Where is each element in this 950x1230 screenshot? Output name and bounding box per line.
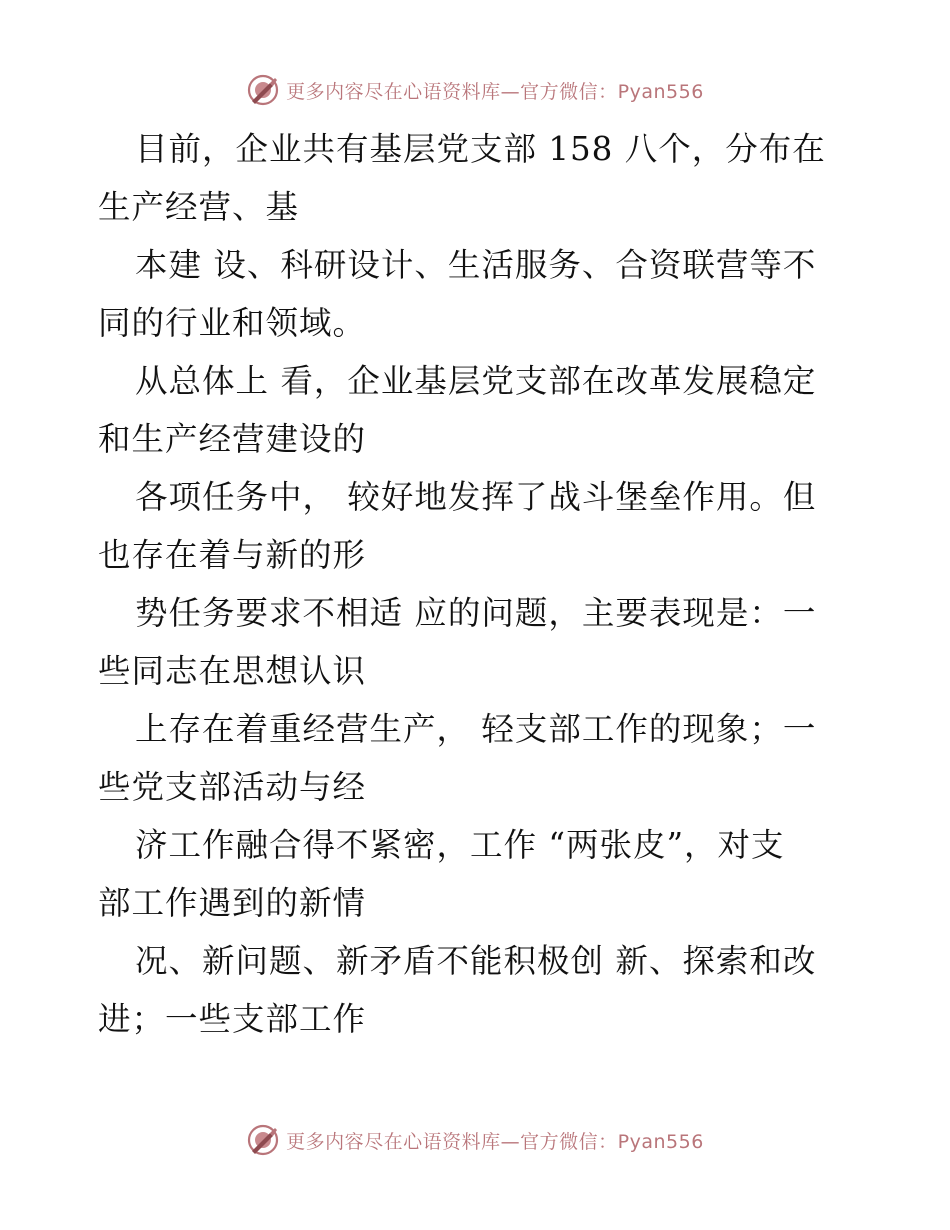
text-line: 些党支部活动与经 xyxy=(98,768,367,806)
text-line: 各项任务中， 较好地发挥了战斗堡垒作用。但 xyxy=(135,478,817,516)
text-line: 些同志在思想认识 xyxy=(98,652,367,690)
text-line: 济工作融合得不紧密，工作 “两张皮”，对支 xyxy=(135,826,785,864)
text-line: 也存在着与新的形 xyxy=(98,536,367,574)
document-body xyxy=(98,120,838,1048)
watermark-text: 更多内容尽在心语资料库—官方微信：Pyan556 xyxy=(286,80,704,103)
footer-watermark xyxy=(0,1120,950,1160)
pen-logo-icon xyxy=(246,1123,280,1157)
text-line: 势任务要求不相适 应的问题，主要表现是：一 xyxy=(135,594,817,632)
text-line: 从总体上 看，企业基层党支部在改革发展稳定 xyxy=(135,362,817,400)
text-line: 目前，企业共有基层党支部 158 八个，分布在 xyxy=(135,130,826,168)
text-line: 本建 设、科研设计、生活服务、合资联营等不 xyxy=(135,246,817,284)
text-line: 生产经营、基 xyxy=(98,188,300,226)
text-line: 上存在着重经营生产， 轻支部工作的现象；一 xyxy=(135,710,817,748)
text-line: 部工作遇到的新情 xyxy=(98,884,367,922)
watermark-text: 更多内容尽在心语资料库—官方微信：Pyan556 xyxy=(286,1130,704,1153)
text-line: 同的行业和领域。 xyxy=(98,304,367,342)
text-line: 和生产经营建设的 xyxy=(98,420,367,458)
text-line: 况、新问题、新矛盾不能积极创 新、探索和改 xyxy=(135,942,817,980)
header-watermark xyxy=(0,70,950,110)
text-line: 进；一些支部工作 xyxy=(98,1000,367,1038)
pen-logo-icon xyxy=(246,73,280,107)
